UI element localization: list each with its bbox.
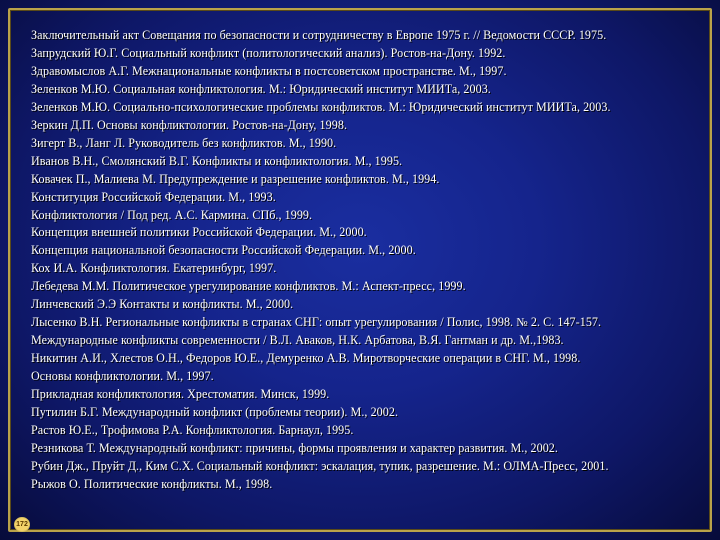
reference-item: Концепция национальной безопасности Российской Федерации. М., 2000. bbox=[31, 243, 416, 258]
reference-item: Здравомыслов А.Г. Межнациональные конфликты в постсоветском пространстве. М., 1997. bbox=[31, 63, 507, 78]
reference-item: Конституция Российской Федерации. М., 1993. bbox=[31, 189, 276, 204]
reference-item: Зеленков М.Ю. Социальная конфликтология. М.: Юридический институт МИИТа, 2003. bbox=[31, 81, 491, 96]
reference-item: Кох И.А. Конфликтология. Екатеринбург, 1997. bbox=[31, 261, 277, 276]
reference-item: Линчевский Э.Э Контакты и конфликты. М., 2000. bbox=[31, 297, 294, 312]
reference-item: Растов Ю.Е., Трофимова Р.А. Конфликтология. Барнаул, 1995. bbox=[31, 422, 354, 437]
reference-item: Зигерт В., Ланг Л. Руководитель без конфликтов. М., 1990. bbox=[31, 135, 337, 150]
reference-item: Зеркин Д.П. Основы конфликтологии. Ростов-на-Дону, 1998. bbox=[31, 117, 348, 132]
reference-item: Основы конфликтологии. М., 1997. bbox=[31, 369, 214, 384]
reference-item: Зеленков М.Ю. Социально-психологические проблемы конфликтов. М.: Юридический институт МИИТа, 2003. bbox=[31, 99, 611, 114]
reference-item: Заключительный акт Совещания по безопасности и сотрудничеству в Европе 1975 г. // Ведомости СССР. 1975. bbox=[31, 28, 607, 42]
reference-item: Рубин Дж., Пруйт Д., Ким С.Х. Социальный конфликт: эскалация, тупик, разрешение. М.: ОЛМА-Пресс, 2001. bbox=[31, 458, 609, 473]
reference-item: Рыжов О. Политические конфликты. М., 1998. bbox=[31, 476, 273, 491]
reference-item: Ковачек П., Малиева М. Предупреждение и разрешение конфликтов. М., 1994. bbox=[31, 171, 440, 186]
reference-item: Путилин Б.Г. Международный конфликт (проблемы теории). М., 2002. bbox=[31, 405, 399, 420]
reference-item: Резникова Т. Международный конфликт: причины, формы проявления и характер развития. М., 2002. bbox=[31, 440, 558, 455]
reference-item: Международные конфликты современности / В.Л. Аваков, Н.К. Арбатова, В.Я. Гантман и др. М.,1983. bbox=[31, 333, 564, 348]
reference-item: Концепция внешней политики Российской Федерации. М., 2000. bbox=[31, 225, 367, 240]
reference-item: Запрудский Ю.Г. Социальный конфликт (политологический анализ). Ростов-на-Дону. 1992. bbox=[31, 45, 506, 60]
page-number-badge: 172 bbox=[14, 517, 30, 532]
reference-item: Лебедева М.М. Политическое урегулирование конфликтов. М.: Аспект-пресс, 1999. bbox=[31, 279, 466, 294]
reference-item: Лысенко В.Н. Региональные конфликты в странах СНГ: опыт урегулирования / Полис, 1998. № 2. С. 147-157. bbox=[31, 315, 602, 330]
reference-list bbox=[31, 27, 705, 494]
reference-item: Никитин А.И., Хлестов О.Н., Федоров Ю.Е., Демуренко А.В. Миротворческие операции в СНГ. М., 1998. bbox=[31, 351, 581, 366]
reference-item: Прикладная конфликтология. Хрестоматия. Минск, 1999. bbox=[31, 387, 330, 402]
reference-item: Иванов В.Н., Смолянский В.Г. Конфликты и конфликтология. М., 1995. bbox=[31, 153, 403, 168]
reference-item: Конфликтология / Под ред. А.С. Кармина. СПб., 1999. bbox=[31, 207, 313, 222]
